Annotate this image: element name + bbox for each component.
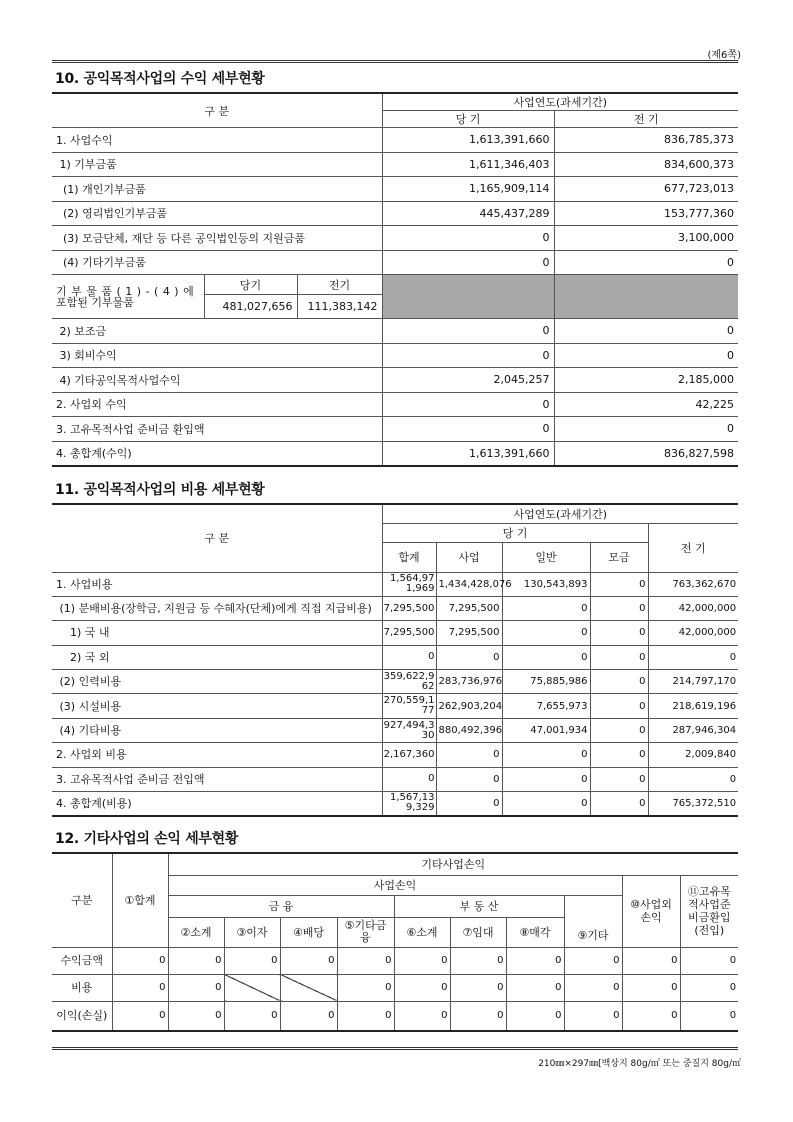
exp-head-gen: 일반 — [502, 542, 590, 572]
expense-row-fund: 0 — [590, 572, 648, 596]
goods-cur-shaded — [382, 275, 554, 319]
expense-row — [52, 718, 738, 742]
expense-row-label: 2. 사업외 비용 — [52, 743, 382, 767]
goods-prev-shaded — [554, 275, 738, 319]
revenue-row — [52, 417, 738, 442]
revenue-row-label: (2) 영리법인기부금품 — [52, 201, 382, 226]
expense-row-prev: 218,619,196 — [648, 694, 738, 718]
pl-row — [52, 974, 738, 1001]
exp-head-prev: 전 기 — [648, 523, 738, 572]
expense-row — [52, 572, 738, 596]
expense-row-gen: 75,885,986 — [502, 670, 590, 694]
pl-row-value: 0 — [224, 1001, 280, 1031]
expense-row — [52, 670, 738, 694]
revenue-row-label: 2) 보조금 — [52, 319, 382, 344]
head-prev: 전 기 — [554, 111, 738, 128]
revenue-rows — [52, 128, 738, 275]
pl-row-value: 0 — [680, 1001, 738, 1031]
pl-row — [52, 947, 738, 974]
expense-table — [52, 503, 738, 817]
revenue-row-cur: 1,613,391,660 — [382, 441, 554, 466]
exp-head-fund: 모금 — [590, 542, 648, 572]
expense-row-gen: 130,543,893 — [502, 572, 590, 596]
pl-row-value: 0 — [506, 947, 564, 974]
expense-row-total: 359,622,962 — [382, 670, 436, 694]
head-gubun: 구 분 — [52, 93, 382, 128]
revenue-row-prev: 836,827,598 — [554, 441, 738, 466]
pl-row-value: 0 — [622, 974, 680, 1001]
pl-head-c4: ④배당 — [280, 917, 337, 947]
revenue-row-cur: 1,165,909,114 — [382, 177, 554, 202]
pl-head-c9: ⑨기타 — [564, 895, 622, 947]
revenue-row-label: 3) 회비수익 — [52, 343, 382, 368]
expense-rows — [52, 572, 738, 816]
goods-cur: 481,027,656 — [204, 295, 297, 319]
pl-row-value: 0 — [394, 947, 450, 974]
pl-row-value: 0 — [564, 1001, 622, 1031]
bottom-divider — [52, 1047, 738, 1050]
revenue-row — [52, 152, 738, 177]
revenue-row — [52, 368, 738, 393]
other-business-table — [52, 852, 738, 1032]
pl-row-label: 수익금액 — [52, 947, 112, 974]
revenue-row-prev: 836,785,373 — [554, 128, 738, 153]
expense-row-gen: 47,001,934 — [502, 718, 590, 742]
pl-head-gubun: 구분 — [52, 853, 112, 947]
goods-head-cur: 당기 — [204, 275, 297, 295]
pl-head-finance: 금 융 — [168, 895, 394, 917]
revenue-row-label: 4) 기타공익목적사업수익 — [52, 368, 382, 393]
revenue-table — [52, 92, 738, 467]
expense-row-gen: 0 — [502, 767, 590, 791]
revenue-row-cur: 0 — [382, 250, 554, 275]
pl-row-value: 0 — [450, 1001, 506, 1031]
revenue-row — [52, 177, 738, 202]
revenue-row-cur: 0 — [382, 226, 554, 251]
expense-row-fund: 0 — [590, 718, 648, 742]
pl-row-value: 0 — [112, 947, 168, 974]
exp-head-total: 합계 — [382, 542, 436, 572]
pl-head-c2: ②소계 — [168, 917, 224, 947]
revenue-row-prev: 0 — [554, 343, 738, 368]
expense-row-biz: 880,492,396 — [436, 718, 502, 742]
expense-row — [52, 645, 738, 669]
expense-row-prev: 765,372,510 — [648, 792, 738, 816]
expense-row-prev: 214,797,170 — [648, 670, 738, 694]
pl-rows — [52, 947, 738, 1031]
revenue-row-prev: 0 — [554, 319, 738, 344]
head-year: 사업연도(과세기간) — [382, 93, 738, 111]
expense-row-biz: 0 — [436, 767, 502, 791]
expense-row-gen: 0 — [502, 621, 590, 645]
pl-head-bizpl: 사업손익 — [168, 875, 622, 895]
revenue-row — [52, 392, 738, 417]
pl-row-value: 0 — [680, 974, 738, 1001]
revenue-row-label: (3) 모금단체, 재단 등 다른 공익법인등의 지원금품 — [52, 226, 382, 251]
exp-head-cur: 당 기 — [382, 523, 648, 542]
expense-row-biz: 7,295,500 — [436, 596, 502, 620]
pl-head-c10: ⑩사업외손익 — [622, 875, 680, 947]
revenue-row-prev: 0 — [554, 417, 738, 442]
revenue-row — [52, 441, 738, 466]
expense-row-label: (4) 기타비용 — [52, 718, 382, 742]
expense-row-total: 270,559,177 — [382, 694, 436, 718]
expense-row-total: 0 — [382, 767, 436, 791]
pl-row-value: 0 — [622, 947, 680, 974]
revenue-row-prev: 153,777,360 — [554, 201, 738, 226]
revenue-row-prev: 834,600,373 — [554, 152, 738, 177]
revenue-row-cur: 0 — [382, 343, 554, 368]
expense-row — [52, 621, 738, 645]
expense-row-prev: 0 — [648, 645, 738, 669]
pl-row-label: 이익(손실) — [52, 1001, 112, 1031]
head-cur: 당 기 — [382, 111, 554, 128]
expense-row-label: 2) 국 외 — [52, 645, 382, 669]
revenue-row — [52, 201, 738, 226]
revenue-row — [52, 319, 738, 344]
goods-label-line1: 기 부 물 품 ( 1 ) - ( 4 ) 에 — [56, 284, 195, 298]
revenue-row-prev: 3,100,000 — [554, 226, 738, 251]
exp-head-biz: 사업 — [436, 542, 502, 572]
expense-row-gen: 0 — [502, 792, 590, 816]
pl-row-value: 0 — [680, 947, 738, 974]
revenue-row-label: 3. 고유목적사업 준비금 환입액 — [52, 417, 382, 442]
page-number: (제6쪽) — [707, 50, 741, 61]
pl-row-value — [224, 974, 280, 1001]
revenue-row-prev: 42,225 — [554, 392, 738, 417]
expense-row-fund: 0 — [590, 645, 648, 669]
pl-row-value: 0 — [450, 947, 506, 974]
revenue-row-cur: 1,611,346,403 — [382, 152, 554, 177]
pl-head-c7: ⑦임대 — [450, 917, 506, 947]
revenue-row-cur: 0 — [382, 417, 554, 442]
expense-row-total: 927,494,330 — [382, 718, 436, 742]
revenue-row-prev: 0 — [554, 250, 738, 275]
pl-head-realestate: 부 동 산 — [394, 895, 564, 917]
revenue-row-label: (1) 개인기부금품 — [52, 177, 382, 202]
revenue-row — [52, 226, 738, 251]
pl-row-value: 0 — [564, 947, 622, 974]
revenue-row-label: 4. 총합계(수익) — [52, 441, 382, 466]
pl-row-value: 0 — [112, 974, 168, 1001]
expense-row-total: 7,295,500 — [382, 596, 436, 620]
revenue-row-prev: 677,723,013 — [554, 177, 738, 202]
revenue-row-cur: 0 — [382, 319, 554, 344]
expense-row-fund: 0 — [590, 596, 648, 620]
expense-row-prev: 42,000,000 — [648, 596, 738, 620]
pl-row-value: 0 — [112, 1001, 168, 1031]
pl-row-value: 0 — [168, 974, 224, 1001]
expense-row-biz: 0 — [436, 792, 502, 816]
expense-row-gen: 0 — [502, 743, 590, 767]
goods-label — [52, 275, 204, 319]
expense-row-biz: 1,434,428,076 — [436, 572, 502, 596]
goods-head-prev: 전기 — [297, 275, 382, 295]
expense-row-prev: 42,000,000 — [648, 621, 738, 645]
pl-row-value: 0 — [564, 974, 622, 1001]
revenue-row-cur: 2,045,257 — [382, 368, 554, 393]
expense-row-label: 1) 국 내 — [52, 621, 382, 645]
section10-title: 10. 공익목적사업의 수익 세부현황 — [55, 71, 265, 87]
pl-row-value: 0 — [394, 974, 450, 1001]
exp-head-year: 사업연도(과세기간) — [382, 504, 738, 523]
pl-row-value: 0 — [506, 1001, 564, 1031]
revenue-row-cur: 0 — [382, 392, 554, 417]
revenue-row-cur: 1,613,391,660 — [382, 128, 554, 153]
revenue-row-label: 2. 사업외 수익 — [52, 392, 382, 417]
pl-head-total: ①합계 — [112, 853, 168, 947]
pl-row-value: 0 — [394, 1001, 450, 1031]
goods-prev: 111,383,142 — [297, 295, 382, 319]
paper-spec: 210㎜×297㎜[백상지 80g/㎡ 또는 중질지 80g/㎡ — [538, 1059, 741, 1069]
exp-head-gubun: 구 분 — [52, 504, 382, 572]
revenue-rows-2 — [52, 319, 738, 466]
expense-row-label: 3. 고유목적사업 준비금 전입액 — [52, 767, 382, 791]
expense-row-biz: 0 — [436, 743, 502, 767]
section11-title: 11. 공익목적사업의 비용 세부현황 — [55, 482, 265, 498]
pl-row-value: 0 — [622, 1001, 680, 1031]
expense-row — [52, 767, 738, 791]
expense-row-prev: 287,946,304 — [648, 718, 738, 742]
expense-row — [52, 694, 738, 718]
revenue-row — [52, 250, 738, 275]
pl-row-value: 0 — [280, 947, 337, 974]
revenue-row-label: 1) 기부금품 — [52, 152, 382, 177]
expense-row-fund: 0 — [590, 743, 648, 767]
pl-row-value: 0 — [450, 974, 506, 1001]
expense-row-total: 1,567,139,329 — [382, 792, 436, 816]
pl-row — [52, 1001, 738, 1031]
expense-row-fund: 0 — [590, 767, 648, 791]
expense-row-biz: 0 — [436, 645, 502, 669]
pl-head-c6: ⑥소계 — [394, 917, 450, 947]
expense-row-total: 0 — [382, 645, 436, 669]
revenue-row — [52, 128, 738, 153]
expense-row-prev: 2,009,840 — [648, 743, 738, 767]
pl-head-c5: ⑤기타금융 — [337, 917, 394, 947]
section12-title: 12. 기타사업의 손익 세부현황 — [55, 831, 239, 847]
revenue-row-cur: 445,437,289 — [382, 201, 554, 226]
goods-label-line2: 포함된 기부물품 — [56, 295, 134, 309]
revenue-row-prev: 2,185,000 — [554, 368, 738, 393]
expense-row-label: (2) 인력비용 — [52, 670, 382, 694]
expense-row-label: 1. 사업비용 — [52, 572, 382, 596]
expense-row-gen: 0 — [502, 645, 590, 669]
expense-row-total: 7,295,500 — [382, 621, 436, 645]
pl-row-value: 0 — [337, 974, 394, 1001]
pl-head-c11: ⑪고유목적사업준비금환입(전입) — [680, 875, 738, 947]
top-divider — [52, 60, 738, 63]
expense-row-total: 1,564,971,969 — [382, 572, 436, 596]
expense-row — [52, 792, 738, 816]
expense-row-label: (1) 분배비용(장학금, 지원금 등 수혜자(단체)에게 직접 지급비용) — [52, 596, 382, 620]
pl-row-label: 비용 — [52, 974, 112, 1001]
expense-row-prev: 0 — [648, 767, 738, 791]
pl-head-other: 기타사업손익 — [168, 853, 738, 875]
revenue-row-label: (4) 기타기부금품 — [52, 250, 382, 275]
pl-row-value: 0 — [168, 1001, 224, 1031]
expense-row-biz: 7,295,500 — [436, 621, 502, 645]
revenue-row-label: 1. 사업수익 — [52, 128, 382, 153]
pl-row-value: 0 — [280, 1001, 337, 1031]
expense-row — [52, 596, 738, 620]
expense-row-prev: 763,362,670 — [648, 572, 738, 596]
expense-row — [52, 743, 738, 767]
expense-row-gen: 7,655,973 — [502, 694, 590, 718]
revenue-row — [52, 343, 738, 368]
expense-row-fund: 0 — [590, 694, 648, 718]
expense-row-total: 2,167,360 — [382, 743, 436, 767]
pl-row-value — [280, 974, 337, 1001]
pl-row-value: 0 — [224, 947, 280, 974]
expense-row-biz: 283,736,976 — [436, 670, 502, 694]
pl-row-value: 0 — [506, 974, 564, 1001]
expense-row-label: 4. 총합계(비용) — [52, 792, 382, 816]
pl-row-value: 0 — [168, 947, 224, 974]
pl-row-value: 0 — [337, 947, 394, 974]
expense-row-fund: 0 — [590, 621, 648, 645]
expense-row-fund: 0 — [590, 670, 648, 694]
expense-row-fund: 0 — [590, 792, 648, 816]
pl-head-c8: ⑧매각 — [506, 917, 564, 947]
expense-row-biz: 262,903,204 — [436, 694, 502, 718]
pl-head-c3: ③이자 — [224, 917, 280, 947]
expense-row-label: (3) 시설비용 — [52, 694, 382, 718]
pl-row-value: 0 — [337, 1001, 394, 1031]
expense-row-gen: 0 — [502, 596, 590, 620]
